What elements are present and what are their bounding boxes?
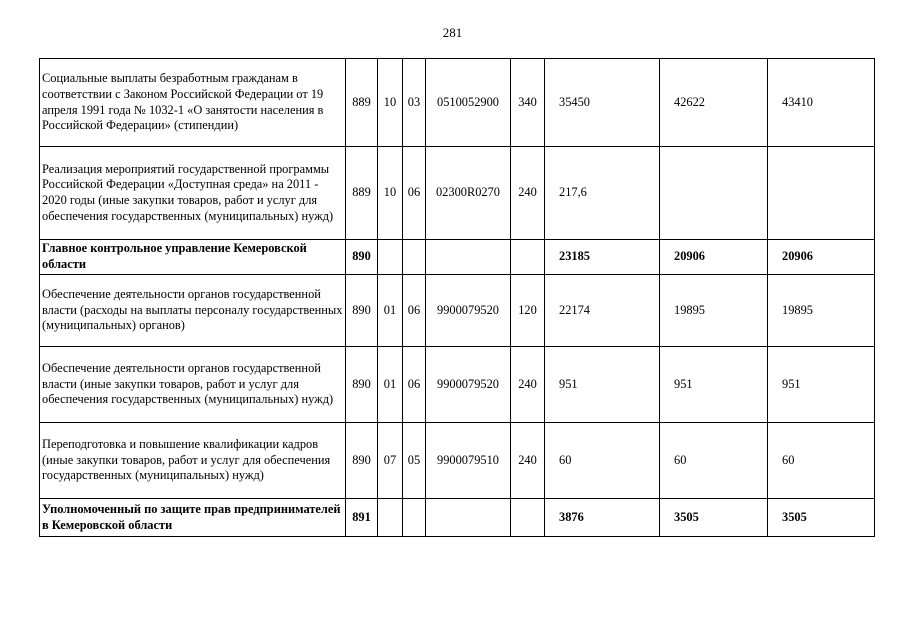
- expense-type-code: 240: [511, 147, 545, 240]
- section-code: [378, 499, 403, 537]
- subsection-code: [403, 499, 426, 537]
- target-article-code: 0510052900: [426, 59, 511, 147]
- target-article-code: [426, 240, 511, 275]
- budget-table: [39, 58, 875, 537]
- target-article-code: 9900079520: [426, 347, 511, 423]
- department-code: 889: [346, 59, 378, 147]
- amount-year-1: 951: [545, 347, 660, 423]
- target-article-code: 9900079520: [426, 275, 511, 347]
- row-description: Обеспечение деятельности органов государственной власти (иные закупки товаров, работ и услуг для обеспечения государственных (муниципальных) нужд): [40, 347, 346, 423]
- department-code: 889: [346, 147, 378, 240]
- amount-year-3: 20906: [768, 240, 875, 275]
- amount-year-1: 35450: [545, 59, 660, 147]
- amount-year-3: 951: [768, 347, 875, 423]
- subsection-code: [403, 240, 426, 275]
- row-description: Обеспечение деятельности органов государственной власти (расходы на выплаты персоналу государственных (муниципальных) органов): [40, 275, 346, 347]
- section-code: 10: [378, 147, 403, 240]
- amount-year-1: 23185: [545, 240, 660, 275]
- amount-year-2: 42622: [660, 59, 768, 147]
- table-row: [40, 499, 875, 537]
- expense-type-code: [511, 240, 545, 275]
- amount-year-2: 3505: [660, 499, 768, 537]
- section-code: 10: [378, 59, 403, 147]
- department-code: 890: [346, 423, 378, 499]
- target-article-code: 02300R0270: [426, 147, 511, 240]
- subsection-code: 06: [403, 347, 426, 423]
- amount-year-2: [660, 147, 768, 240]
- expense-type-code: 240: [511, 347, 545, 423]
- amount-year-1: 22174: [545, 275, 660, 347]
- table-row: [40, 240, 875, 275]
- row-description: Уполномоченный по защите прав предпринимателей в Кемеровской области: [40, 499, 346, 537]
- amount-year-2: 19895: [660, 275, 768, 347]
- amount-year-1: 217,6: [545, 147, 660, 240]
- table-row: [40, 59, 875, 147]
- department-code: 890: [346, 347, 378, 423]
- subsection-code: 05: [403, 423, 426, 499]
- subsection-code: 03: [403, 59, 426, 147]
- amount-year-3: 43410: [768, 59, 875, 147]
- table-row: [40, 275, 875, 347]
- target-article-code: [426, 499, 511, 537]
- section-code: 01: [378, 275, 403, 347]
- section-code: 01: [378, 347, 403, 423]
- expense-type-code: 240: [511, 423, 545, 499]
- section-code: [378, 240, 403, 275]
- row-description: Реализация мероприятий государственной программы Российской Федерации «Доступная среда» на 2011 - 2020 годы (иные закупки товаров, работ и услуг для обеспечения государственных (муниципальных) нужд): [40, 147, 346, 240]
- row-description: Главное контрольное управление Кемеровской области: [40, 240, 346, 275]
- table-row: [40, 347, 875, 423]
- page-number: 281: [442, 25, 463, 40]
- amount-year-2: 60: [660, 423, 768, 499]
- table-row: [40, 423, 875, 499]
- amount-year-2: 20906: [660, 240, 768, 275]
- section-code: 07: [378, 423, 403, 499]
- amount-year-3: 19895: [768, 275, 875, 347]
- amount-year-1: 60: [545, 423, 660, 499]
- expense-type-code: 120: [511, 275, 545, 347]
- table-row: [40, 147, 875, 240]
- row-description: Переподготовка и повышение квалификации кадров (иные закупки товаров, работ и услуг для обеспечения государственных (муниципальных) нужд): [40, 423, 346, 499]
- amount-year-3: [768, 147, 875, 240]
- subsection-code: 06: [403, 147, 426, 240]
- amount-year-3: 3505: [768, 499, 875, 537]
- department-code: 890: [346, 275, 378, 347]
- target-article-code: 9900079510: [426, 423, 511, 499]
- amount-year-3: 60: [768, 423, 875, 499]
- department-code: 890: [346, 240, 378, 275]
- amount-year-2: 951: [660, 347, 768, 423]
- expense-type-code: [511, 499, 545, 537]
- row-description: Социальные выплаты безработным гражданам в соответствии с Законом Российской Федерации от 19 апреля 1991 года № 1032-1 «О занятости населения в Российской Федерации» (стипендии): [40, 59, 346, 147]
- department-code: 891: [346, 499, 378, 537]
- expense-type-code: 340: [511, 59, 545, 147]
- subsection-code: 06: [403, 275, 426, 347]
- amount-year-1: 3876: [545, 499, 660, 537]
